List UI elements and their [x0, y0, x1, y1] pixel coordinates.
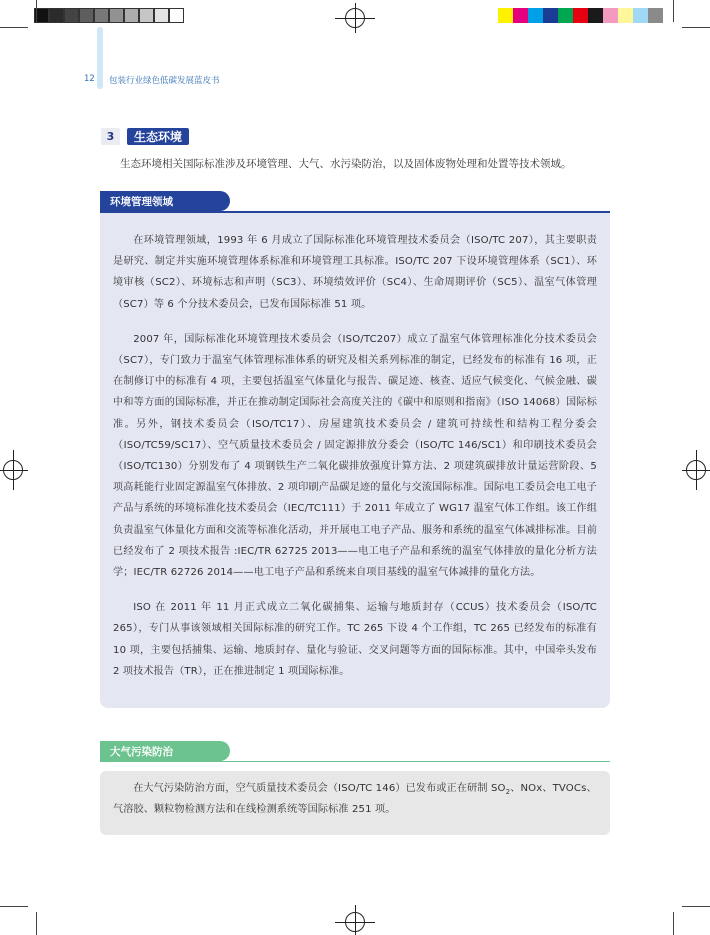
registration-mark-bottom — [335, 905, 375, 935]
env-management-box — [100, 213, 610, 708]
color-swatch — [528, 8, 543, 23]
color-swatch — [109, 8, 124, 23]
paragraph: ISO 在 2011 年 11 月正式成立二氧化碳捕集、运输与地质封存（CCUS）技术委员会（ISO/TC 265），专门从事该领域相关国际标准的研究工作。TC 265 下设 4 个工作组，TC 265 已经发布的标准有 10 项，主要包括捕集、运输、地质封存、量化与验证、交叉问题等方面的国际标准。其中，中国牵头发布 2 项技术报告（TR），正在推进制定 1 项国际标准。 — [113, 602, 597, 677]
color-swatch — [139, 8, 154, 23]
crop-mark — [36, 0, 37, 22]
color-swatch — [573, 8, 588, 23]
text: 在大气污染防治方面，空气质量技术委员会（ISO/TC 146）已发布或正在研制 SO — [133, 783, 506, 794]
color-swatch — [64, 8, 79, 23]
color-swatch — [498, 8, 513, 23]
paragraph — [113, 778, 597, 820]
grayscale-color-bar — [34, 8, 184, 23]
color-swatch — [79, 8, 94, 23]
color-swatch — [154, 8, 169, 23]
color-swatch — [558, 8, 573, 23]
book-title: 包装行业绿色低碳发展蓝皮书 — [109, 76, 220, 86]
color-swatch — [124, 8, 139, 23]
color-swatch — [513, 8, 528, 23]
crop-mark — [682, 906, 710, 907]
section-number: 3 — [101, 128, 120, 145]
color-swatch — [588, 8, 603, 23]
registration-mark-right — [680, 450, 710, 490]
crop-mark — [673, 0, 674, 22]
air-pollution-tab: 大气污染防治 — [100, 741, 230, 761]
crop-mark — [36, 912, 37, 935]
crop-mark — [0, 906, 28, 907]
section-intro: 生态环境相关国际标准涉及环境管理、大气、水污染防治，以及固体废物处理和处置等技术领域。 — [120, 158, 572, 170]
crop-mark — [673, 912, 674, 935]
page-number: 12 — [84, 74, 95, 84]
color-swatch — [94, 8, 109, 23]
color-swatch — [648, 8, 663, 23]
color-swatch — [633, 8, 648, 23]
air-pollution-box — [100, 771, 610, 835]
subscript: 2 — [505, 788, 511, 797]
env-management-tab: 环境管理领域 — [100, 191, 230, 211]
registration-mark-left — [0, 450, 30, 490]
section-title: 生态环境 — [127, 128, 189, 145]
color-swatch — [49, 8, 64, 23]
process-color-bar — [498, 8, 663, 23]
crop-mark — [682, 27, 710, 28]
color-swatch — [618, 8, 633, 23]
color-swatch — [603, 8, 618, 23]
paragraph: 在环境管理领域，1993 年 6 月成立了国际标准化环境管理技术委员会（ISO/TC 207），其主要职责是研究、制定并实施环境管理体系标准和环境管理工具标准。ISO/TC 207 下设环境管理体系（SC1）、环境审核（SC2）、环境标志和声明（SC3）、环境绩效评价（SC4）、生命周期评价（SC5）、温室气体管理（SC7）等 6 个分技术委员会，已发布国际标准 51 项。 — [113, 235, 597, 310]
text: 、NOx、TVOCs、气溶胶、颗粒物检测方法和在线检测系统等国际标准 251 项。 — [113, 783, 597, 816]
color-swatch — [169, 8, 184, 23]
air-pollution-rule — [100, 761, 610, 762]
paragraph: 2007 年，国际标准化环境管理技术委员会（ISO/TC207）成立了温室气体管理标准化分技术委员会（SC7），专门致力于温室气体管理标准体系的研究及相关系列标准的制定，已经发布的标准有 16 项，正在制修订中的标准有 4 项，主要包括温室气体量化与报告、碳足迹、核查、适应气候变化、气候金融、碳中和等方面的国际标准，并正在推动制定国际社会高度关注的《碳中和原则和指南》（ISO 14068）国际标准。另外，钢技术委员会（ISO/TC17）、房屋建筑技术委员会 / 建筑可持续性和结构工程分委会（ISO/TC59/SC17）、空气质量技术委员会 / 固定源排放分委会（ISO/TC 146/SC1）和印刷技术委员会（ISO/TC130）分别发布了 4 项钢铁生产二氧化碳排放强度计算方法、2 项建筑碳排放计量运营阶段、5 项高耗能行业固定源温室气体排放、2 项印刷产品碳足迹的量化与交流国际标准。国际电工委员会电工电子产品与系统的环境标准化技术委员会（IEC/TC111）于 2011 年成立了 WG17 温室气体工作组。该工作组负责温室气体量化方面和交流等标准化活动，并开展电工电子产品、服务和系统的温室气体减排标准。目前已经发布了 2 项技术报告 :IEC/TR 62725 2013——电工电子产品和系统的温室气体排放的量化分析方法学；IEC/TR 62726 2014——电工电子产品和系统来自项目基线的温室气体减排的量化方法。 — [113, 333, 597, 579]
header-accent-stripe — [97, 27, 103, 89]
color-swatch — [543, 8, 558, 23]
crop-mark — [0, 27, 28, 28]
registration-mark-top — [335, 3, 375, 33]
